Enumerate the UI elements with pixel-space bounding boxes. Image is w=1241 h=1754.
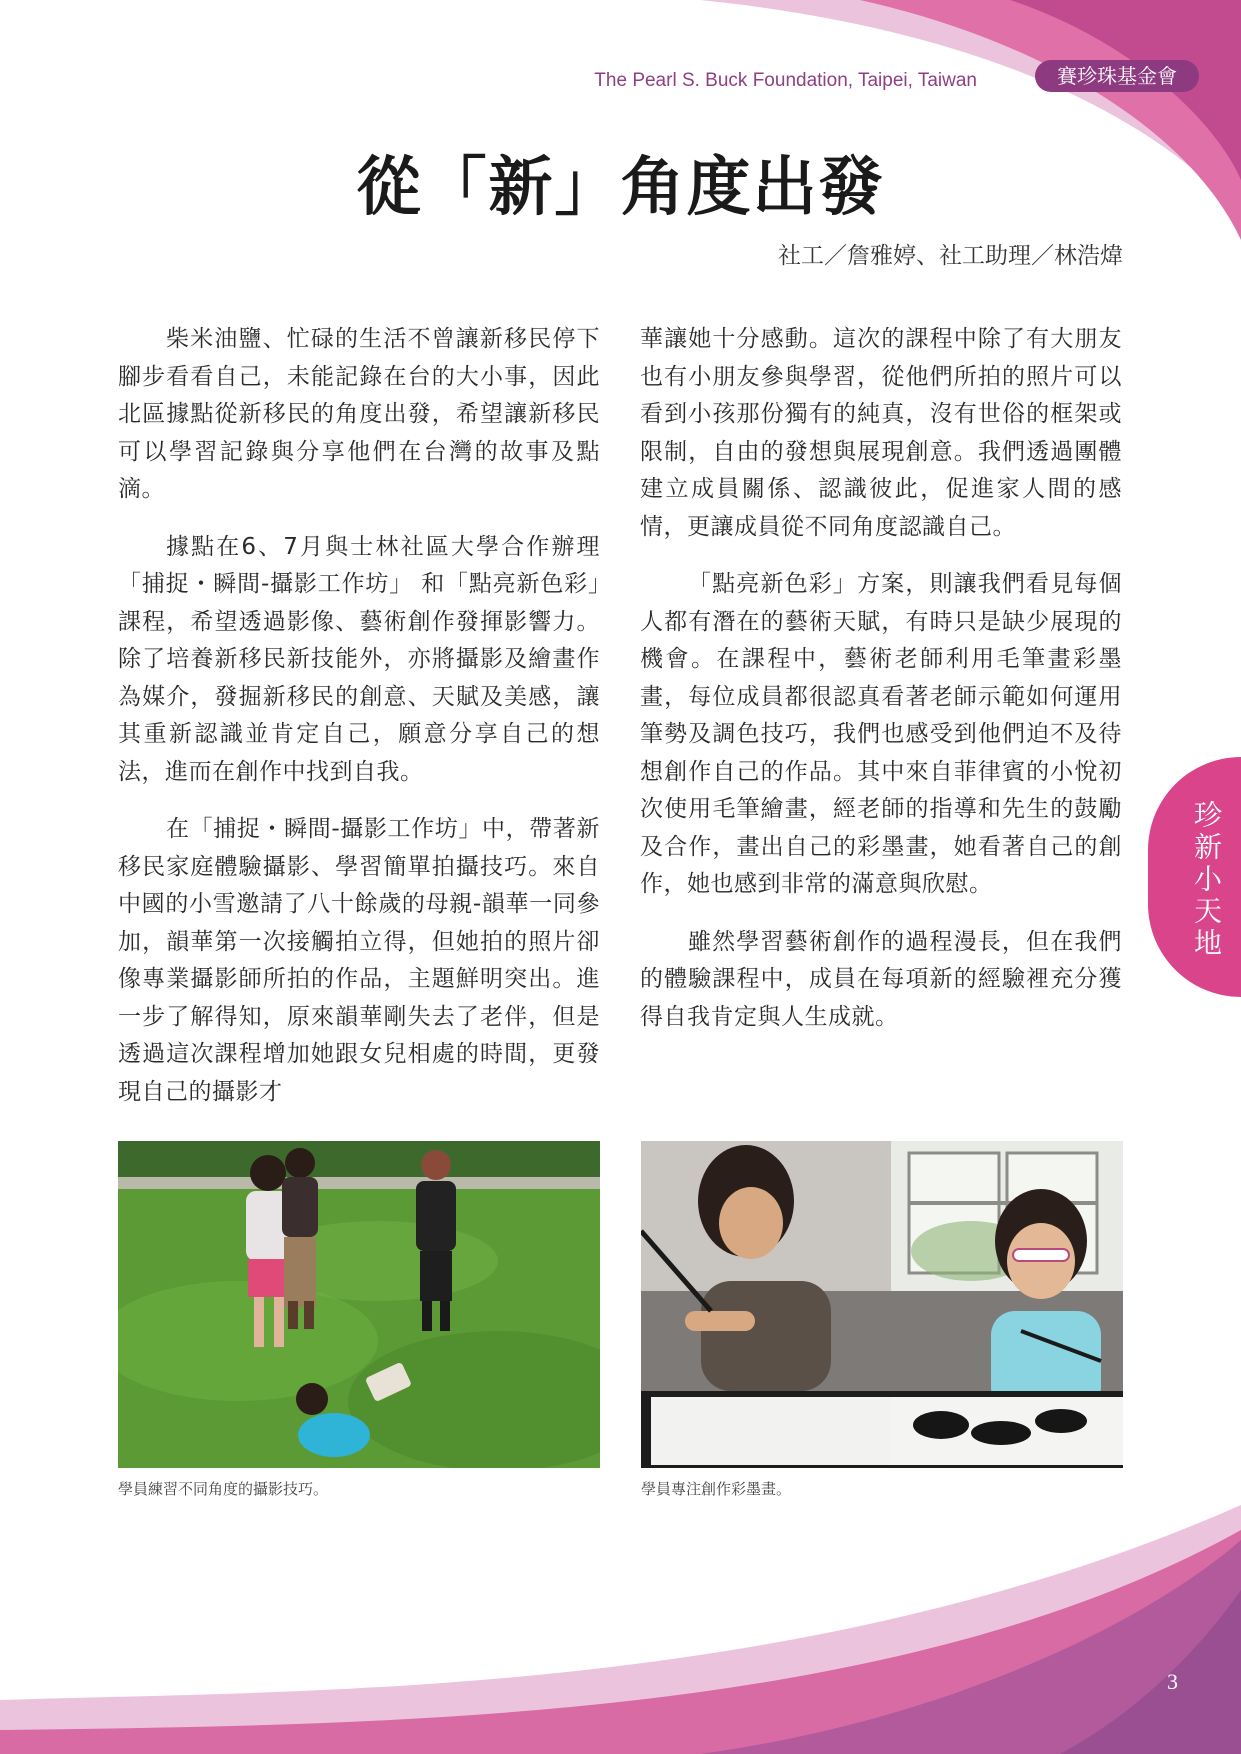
photo-photography-workshop [118, 1141, 600, 1468]
paragraph: 雖然學習藝術創作的過程漫長，但在我們的體驗課程中，成員在每項新的經驗裡充分獲得自我肯定與人生成就。 [640, 928, 1122, 1030]
photo-caption-left: 學員練習不同角度的攝影技巧。 [118, 1480, 329, 1498]
right-column [640, 321, 1122, 1056]
paragraph: 柴米油鹽、忙碌的生活不曾讓新移民停下腳步看看自己，未能記錄在台的大小事，因此北區據點從新移民的角度出發，希望讓新移民可以學習記錄與分享他們在台灣的故事及點滴。 [118, 326, 600, 502]
article-byline: 社工／詹雅婷、社工助理／林浩煒 [778, 243, 1123, 269]
photo-ink-painting-class [641, 1141, 1123, 1468]
paragraph: 據點在6、7月與士林社區大學合作辦理「捕捉・瞬間-攝影工作坊」 和「點亮新色彩」課程，希望透過影像、藝術創作發揮影響力。除了培養新移民新技能外，亦將攝影及繪畫作為媒介，發掘新移民的創意、天賦及美感，讓其重新認識並肯定自己，願意分享自己的想法，進而在創作中找到自我。 [118, 533, 600, 785]
left-column [118, 321, 600, 1131]
page-number: 3 [1167, 1669, 1178, 1694]
section-side-tab-label: 珍新小天地 [1190, 800, 1223, 960]
header-organization: The Pearl S. Buck Foundation, Taipei, Taiwan [594, 70, 977, 91]
header-badge: 賽珍珠基金會 [1035, 60, 1199, 92]
paragraph: 「點亮新色彩」方案，則讓我們看見每個人都有潛在的藝術天賦，有時只是缺少展現的機會。在課程中，藝術老師利用毛筆畫彩墨畫，每位成員都很認真看著老師示範如何運用筆勢及調色技巧，我們也感受到他們迫不及待想創作自己的作品。其中來自菲律賓的小悅初次使用毛筆繪畫，經老師的指導和先生的鼓勵及合作，畫出自己的彩墨畫，她看著自己的創作，她也感到非常的滿意與欣慰。 [640, 571, 1122, 897]
article-title: 從「新」角度出發 [356, 151, 885, 225]
paragraph: 華讓她十分感動。這次的課程中除了有大朋友也有小朋友參與學習，從他們所拍的照片可以看到小孩那份獨有的純真，沒有世俗的框架或限制，自由的發想與展現創意。我們透過團體建立成員關係、認識彼此，促進家人間的感情，更讓成員從不同角度認識自己。 [640, 326, 1122, 540]
paragraph: 在「捕捉・瞬間-攝影工作坊」中，帶著新移民家庭體驗攝影、學習簡單拍攝技巧。來自中國的小雪邀請了八十餘歲的母親-韻華一同參加，韻華第一次接觸拍立得，但她拍的照片卻像專業攝影師所拍的作品，主題鮮明突出。進一步了解得知，原來韻華剛失去了老伴，但是透過這次課程增加她跟女兒相處的時間，更發現自己的攝影才 [118, 816, 600, 1105]
photo-caption-right: 學員專注創作彩墨畫。 [641, 1480, 792, 1498]
